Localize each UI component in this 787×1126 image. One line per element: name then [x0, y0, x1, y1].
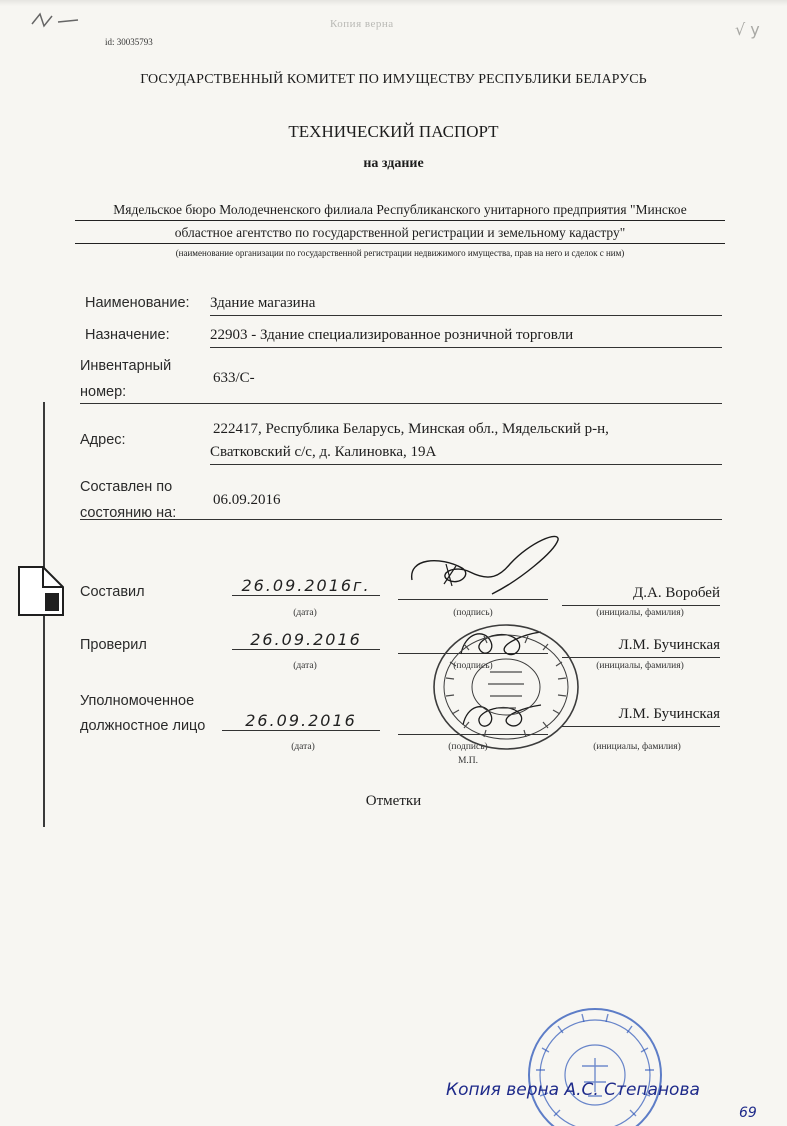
inventory-value: 633/С-: [213, 370, 255, 386]
address-label: Адрес:: [80, 432, 126, 448]
scribble-mark: [30, 10, 80, 32]
document-id: id: 30035793: [105, 37, 153, 47]
inventory-label-2: номер:: [80, 384, 127, 400]
state-rule: [80, 519, 722, 520]
organization-line-1: Мядельское бюро Молодечненского филиала Республиканского унитарного предприятия "Минское: [75, 202, 725, 221]
inventory-label-1: Инвентарный: [80, 358, 172, 374]
state-label-1: Составлен по: [80, 479, 173, 495]
document-title: ТЕХНИЧЕСКИЙ ПАСПОРТ: [288, 122, 499, 141]
signature-date-3: 26.09.2016: [222, 711, 380, 731]
purpose-value: 22903 - Здание специализированное розничной торговли: [210, 324, 722, 348]
name-caption-2: (инициалы, фамилия): [596, 661, 684, 671]
organization-caption: (наименование организации по государственной регистрации недвижимого имущества, прав на него и сделок с ним): [175, 248, 625, 258]
signature-role-2: Проверил: [80, 637, 147, 653]
address-line-2: Сватковский с/с, д. Калиновка, 19А: [210, 441, 722, 465]
signature-scrawl-1: [400, 528, 580, 603]
signature-role-1: Составил: [80, 584, 145, 600]
page-number: 69: [739, 1105, 757, 1121]
official-stamp-icon: [430, 622, 582, 752]
state-label-2: состоянию на:: [80, 505, 177, 521]
signature-date-1: 26.09.2016г.: [232, 576, 380, 596]
name-caption-3: (инициалы, фамилия): [593, 742, 681, 752]
date-caption-2: (дата): [293, 661, 317, 671]
certification-stamp-icon: [520, 1000, 670, 1126]
date-caption-1: (дата): [293, 608, 317, 618]
document-subtitle: на здание: [363, 156, 424, 171]
signature-name-1: Д.А. Воробей: [562, 582, 720, 606]
stamp-place: М.П.: [457, 756, 479, 766]
address-line-1: 222417, Республика Беларусь, Минская обл., Мядельский р-н,: [213, 421, 609, 437]
scan-top-edge: [0, 0, 787, 6]
state-date-value: 06.09.2016: [213, 492, 281, 508]
organization-line-2: областное агентство по государственной регистрации и земельному кадастру": [75, 225, 725, 244]
signature-role-3b: должностное лицо: [80, 718, 206, 734]
purpose-label: Назначение:: [85, 327, 170, 343]
date-caption-3: (дата): [291, 742, 315, 752]
binding-tab-icon: [17, 565, 65, 617]
sign-caption-3: (подпись): [448, 742, 488, 752]
name-value: Здание магазина: [210, 292, 722, 316]
sign-caption-2: (подпись): [453, 661, 493, 671]
committee-heading: ГОСУДАРСТВЕННЫЙ КОМИТЕТ ПО ИМУЩЕСТВУ РЕСПУБЛИКИ БЕЛАРУСЬ: [140, 72, 647, 87]
faint-header: Копия верна: [330, 18, 394, 30]
signature-role-3a: Уполномоченное: [80, 693, 195, 709]
signature-name-3: Л.М. Бучинская: [562, 703, 720, 727]
inventory-rule: [80, 403, 722, 404]
signature-name-2: Л.М. Бучинская: [562, 634, 720, 658]
sign-caption-1: (подпись): [453, 608, 493, 618]
corner-mark: √ у: [735, 20, 760, 39]
name-caption-1: (инициалы, фамилия): [596, 608, 684, 618]
name-label: Наименование:: [85, 295, 190, 311]
certification-note: Копия верна А.С. Степанова: [446, 1080, 700, 1100]
signature-date-2: 26.09.2016: [232, 630, 380, 650]
notes-title: Отметки: [365, 793, 422, 809]
